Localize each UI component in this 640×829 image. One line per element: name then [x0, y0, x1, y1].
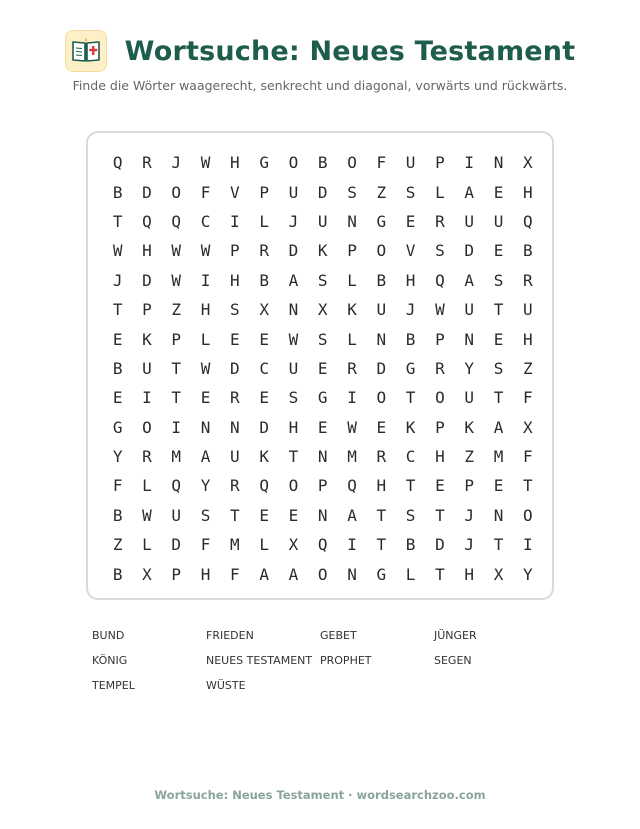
grid-letter: Y — [112, 447, 123, 467]
grid-letter: A — [288, 564, 299, 584]
grid-letter: S — [230, 300, 240, 320]
grid-letter: N — [317, 505, 328, 525]
grid-letter: U — [464, 211, 475, 231]
grid-letter: Q — [522, 211, 533, 231]
grid-letter: Y — [464, 358, 475, 378]
instructions: Finde die Wörter waagerecht, senkrecht und diagonal, vorwärts und rückwärts. — [72, 78, 568, 93]
grid-letter: U — [288, 182, 299, 202]
grid-letter: N — [493, 153, 504, 173]
grid-letter: X — [142, 564, 152, 584]
grid-letter: D — [171, 535, 182, 555]
grid-letter: U — [171, 505, 182, 525]
grid-letter: D — [142, 182, 152, 202]
grid-letter: I — [171, 417, 182, 437]
grid-letter: Q — [435, 270, 445, 290]
grid-letter: N — [200, 417, 211, 437]
grid-letter: M — [493, 447, 504, 467]
grid-letter: Z — [112, 535, 123, 555]
grid-letter: V — [405, 241, 416, 261]
grid-letter: A — [288, 270, 299, 290]
grid-letter: Q — [171, 476, 182, 496]
grid-letter: U — [493, 211, 504, 231]
grid-letter: L — [347, 329, 357, 349]
grid-letter: N — [464, 329, 475, 349]
grid-letter: K — [464, 417, 475, 437]
grid-letter: D — [288, 241, 299, 261]
grid-letter: R — [142, 153, 152, 173]
grid-letter: U — [230, 447, 240, 467]
grid-letter: I — [347, 535, 357, 555]
grid-letter: T — [376, 535, 387, 555]
grid-letter: H — [405, 270, 416, 290]
grid-letter: W — [200, 358, 211, 378]
grid-letter: E — [493, 241, 504, 261]
grid-letter: O — [142, 417, 152, 437]
grid-letter: O — [435, 388, 445, 408]
grid-letter: A — [464, 270, 475, 290]
grid-letter: R — [435, 358, 445, 378]
grid-letter: S — [435, 241, 445, 261]
grid-letter: C — [200, 211, 211, 231]
grid-letter: E — [493, 182, 504, 202]
grid-letter: B — [317, 153, 328, 173]
grid-letter: B — [405, 535, 416, 555]
grid-letter: A — [464, 182, 475, 202]
grid-letter: A — [347, 505, 357, 525]
grid-letter: R — [142, 447, 152, 467]
word-list-item: SEGEN — [434, 654, 472, 667]
grid-letter: W — [171, 270, 182, 290]
grid-letter: I — [522, 535, 533, 555]
grid-letter: N — [317, 447, 328, 467]
grid-letter: T — [288, 447, 299, 467]
grid-letter: N — [347, 211, 357, 231]
grid-letter: Q — [347, 476, 357, 496]
grid-letter: D — [376, 358, 387, 378]
grid-letter: E — [230, 329, 240, 349]
word-list-item: KÖNIG — [92, 654, 128, 667]
grid-letter: F — [112, 476, 123, 496]
grid-letter: L — [200, 329, 211, 349]
grid-letter: O — [376, 241, 387, 261]
grid-letter: T — [435, 505, 445, 525]
grid-letter: A — [493, 417, 504, 437]
grid-letter: H — [522, 329, 533, 349]
grid-letter: K — [259, 447, 269, 467]
grid-letter: B — [259, 270, 269, 290]
grid-letter: N — [347, 564, 357, 584]
grid-letter: N — [230, 417, 240, 437]
grid-letter: E — [493, 329, 504, 349]
grid-letter: P — [317, 476, 328, 496]
grid-letter: T — [171, 358, 182, 378]
grid-letter: E — [405, 211, 416, 231]
grid-letter: D — [435, 535, 445, 555]
grid-letter: E — [493, 476, 504, 496]
grid-letter: P — [464, 476, 475, 496]
grid-letter: J — [112, 270, 123, 290]
grid-letter: S — [493, 270, 504, 290]
grid-letter: E — [376, 417, 387, 437]
grid-letter: S — [347, 182, 357, 202]
grid-letter: O — [347, 153, 357, 173]
grid-letter: L — [259, 211, 269, 231]
grid-letter: W — [200, 153, 211, 173]
grid-letter: G — [317, 388, 328, 408]
word-list-item: NEUES TESTAMENT — [206, 654, 313, 667]
grid-letter: F — [522, 388, 533, 408]
letter-grid-frame — [86, 131, 554, 600]
grid-letter: P — [171, 329, 182, 349]
grid-letter: T — [376, 505, 387, 525]
grid-letter: B — [376, 270, 387, 290]
grid-letter: O — [288, 153, 299, 173]
grid-letter: H — [230, 270, 240, 290]
grid-letter: Z — [171, 300, 182, 320]
page-title: Wortsuche: Neues Testament — [124, 35, 576, 67]
grid-letter: T — [493, 535, 504, 555]
grid-letter: S — [288, 388, 299, 408]
grid-letter: U — [464, 388, 475, 408]
grid-letter: K — [317, 241, 328, 261]
grid-letter: F — [200, 535, 211, 555]
grid-letter: T — [112, 300, 123, 320]
grid-letter: M — [171, 447, 182, 467]
word-list-item: JÜNGER — [434, 629, 477, 642]
grid-letter: R — [230, 476, 240, 496]
grid-letter: E — [259, 388, 269, 408]
grid-letter: T — [171, 388, 182, 408]
letter-grid — [103, 148, 542, 589]
grid-letter: H — [288, 417, 299, 437]
grid-letter: I — [347, 388, 357, 408]
grid-letter: M — [347, 447, 357, 467]
grid-letter: C — [259, 358, 269, 378]
grid-letter: X — [493, 564, 504, 584]
grid-letter: G — [405, 358, 416, 378]
grid-letter: P — [230, 241, 240, 261]
grid-letter: W — [171, 241, 182, 261]
grid-letter: L — [347, 270, 357, 290]
grid-letter: S — [317, 270, 328, 290]
grid-letter: I — [230, 211, 240, 231]
grid-letter: E — [259, 329, 269, 349]
grid-letter: X — [288, 535, 299, 555]
grid-letter: B — [405, 329, 416, 349]
grid-letter: I — [142, 388, 152, 408]
grid-letter: D — [464, 241, 475, 261]
grid-letter: R — [230, 388, 240, 408]
grid-letter: D — [317, 182, 328, 202]
grid-letter: G — [259, 153, 269, 173]
grid-letter: Q — [171, 211, 182, 231]
word-list — [92, 628, 548, 703]
grid-letter: W — [112, 241, 123, 261]
grid-letter: S — [493, 358, 504, 378]
grid-letter: L — [142, 535, 152, 555]
grid-letter: B — [112, 182, 123, 202]
grid-letter: P — [435, 153, 445, 173]
grid-letter: F — [522, 447, 533, 467]
word-list-item: TEMPEL — [92, 679, 135, 692]
grid-letter: T — [493, 300, 504, 320]
grid-letter: T — [405, 476, 416, 496]
grid-letter: S — [200, 505, 211, 525]
grid-letter: O — [288, 476, 299, 496]
grid-letter: O — [522, 505, 533, 525]
grid-letter: U — [288, 358, 299, 378]
grid-letter: F — [200, 182, 211, 202]
grid-letter: H — [142, 241, 152, 261]
grid-letter: N — [288, 300, 299, 320]
grid-letter: E — [200, 388, 211, 408]
grid-letter: E — [112, 388, 123, 408]
grid-letter: V — [230, 182, 240, 202]
grid-letter: X — [317, 300, 328, 320]
grid-letter: P — [435, 417, 445, 437]
word-list-item: BUND — [92, 629, 125, 642]
grid-letter: Q — [142, 211, 152, 231]
grid-letter: R — [435, 211, 445, 231]
grid-letter: T — [522, 476, 533, 496]
grid-letter: E — [317, 417, 328, 437]
grid-letter: H — [230, 153, 240, 173]
grid-letter: E — [259, 505, 269, 525]
grid-letter: J — [405, 300, 416, 320]
grid-letter: B — [112, 358, 123, 378]
grid-letter: E — [288, 505, 299, 525]
grid-letter: R — [259, 241, 269, 261]
grid-letter: J — [464, 505, 475, 525]
grid-letter: U — [464, 300, 475, 320]
grid-letter: T — [493, 388, 504, 408]
grid-letter: X — [522, 417, 533, 437]
word-list-item: WÜSTE — [206, 679, 246, 692]
grid-letter: X — [522, 153, 533, 173]
grid-letter: L — [405, 564, 416, 584]
grid-letter: Q — [259, 476, 269, 496]
grid-letter: J — [171, 153, 182, 173]
grid-letter: O — [317, 564, 328, 584]
grid-letter: H — [376, 476, 387, 496]
grid-letter: H — [435, 447, 445, 467]
grid-letter: B — [522, 241, 533, 261]
grid-letter: S — [317, 329, 328, 349]
grid-letter: B — [112, 564, 123, 584]
grid-letter: E — [317, 358, 328, 378]
grid-letter: F — [376, 153, 387, 173]
word-list-item: PROPHET — [320, 654, 372, 667]
grid-letter: W — [288, 329, 299, 349]
grid-letter: U — [317, 211, 328, 231]
grid-letter: T — [435, 564, 445, 584]
grid-letter: K — [142, 329, 152, 349]
grid-letter: A — [259, 564, 269, 584]
footer: Wortsuche: Neues Testament · wordsearchzoo.com — [154, 788, 486, 802]
grid-letter: H — [200, 300, 211, 320]
grid-letter: Q — [112, 153, 123, 173]
grid-letter: S — [405, 182, 416, 202]
grid-letter: T — [230, 505, 240, 525]
grid-letter: P — [171, 564, 182, 584]
grid-letter: L — [142, 476, 152, 496]
grid-letter: N — [376, 329, 387, 349]
grid-letter: Y — [200, 476, 211, 496]
grid-letter: X — [259, 300, 269, 320]
grid-letter: U — [405, 153, 416, 173]
grid-letter: T — [112, 211, 123, 231]
grid-letter: G — [376, 211, 387, 231]
grid-letter: I — [200, 270, 211, 290]
grid-letter: W — [347, 417, 357, 437]
grid-letter: C — [405, 447, 416, 467]
grid-letter: Z — [464, 447, 475, 467]
grid-letter: T — [405, 388, 416, 408]
word-list-item: FRIEDEN — [206, 629, 254, 642]
grid-letter: U — [376, 300, 387, 320]
grid-letter: P — [435, 329, 445, 349]
grid-letter: O — [376, 388, 387, 408]
grid-letter: G — [112, 417, 123, 437]
grid-letter: P — [347, 241, 357, 261]
grid-letter: E — [435, 476, 445, 496]
grid-letter: L — [435, 182, 445, 202]
grid-letter: F — [230, 564, 240, 584]
grid-letter: H — [522, 182, 533, 202]
grid-letter: P — [259, 182, 269, 202]
grid-letter: R — [347, 358, 357, 378]
grid-letter: U — [142, 358, 152, 378]
word-list-item: GEBET — [320, 629, 357, 642]
grid-letter: O — [171, 182, 182, 202]
grid-letter: N — [493, 505, 504, 525]
grid-letter: K — [347, 300, 357, 320]
grid-letter: Q — [317, 535, 328, 555]
grid-letter: H — [200, 564, 211, 584]
grid-letter: M — [230, 535, 240, 555]
grid-letter: Z — [522, 358, 533, 378]
grid-letter: B — [112, 505, 123, 525]
grid-letter: S — [405, 505, 416, 525]
grid-letter: R — [522, 270, 533, 290]
grid-letter: H — [464, 564, 475, 584]
grid-letter: G — [376, 564, 387, 584]
grid-letter: W — [435, 300, 445, 320]
grid-letter: W — [200, 241, 211, 261]
grid-letter: D — [230, 358, 240, 378]
grid-letter: U — [522, 300, 533, 320]
grid-letter: Z — [376, 182, 387, 202]
grid-letter: I — [464, 153, 475, 173]
grid-letter: W — [142, 505, 152, 525]
grid-letter: P — [142, 300, 152, 320]
grid-letter: J — [288, 211, 299, 231]
grid-letter: J — [464, 535, 475, 555]
grid-letter: A — [200, 447, 211, 467]
book-with-cross-icon — [65, 30, 107, 72]
grid-letter: K — [405, 417, 416, 437]
header — [0, 30, 640, 72]
grid-letter: Y — [522, 564, 533, 584]
grid-letter: D — [142, 270, 152, 290]
grid-letter: D — [259, 417, 269, 437]
grid-letter: L — [259, 535, 269, 555]
grid-letter: R — [376, 447, 387, 467]
grid-letter: E — [112, 329, 123, 349]
